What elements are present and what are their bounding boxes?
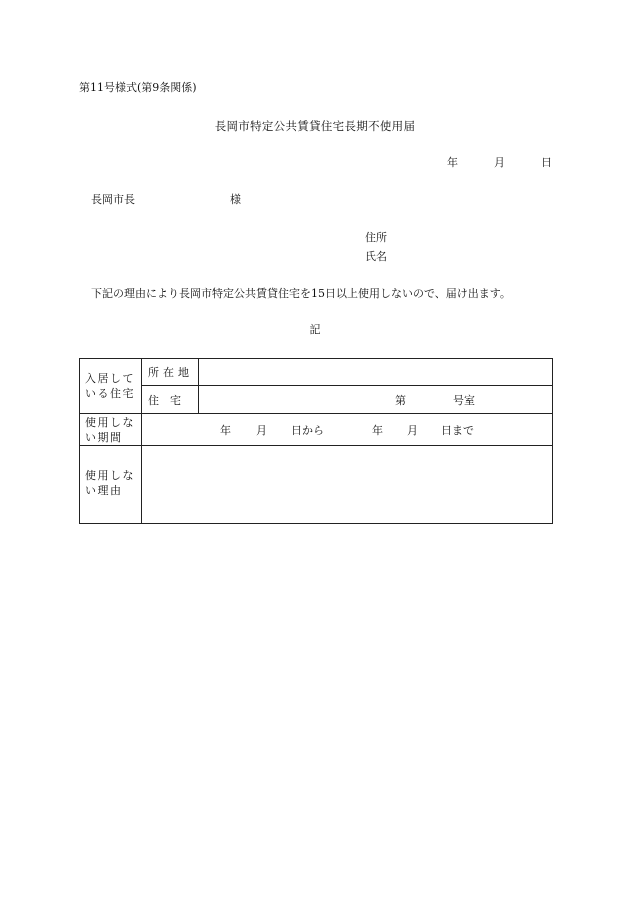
- period-until: 日まで: [441, 423, 474, 437]
- house-row: [80, 386, 553, 414]
- unused-reason-label: 使用しない理由: [85, 469, 135, 497]
- document-title: 長岡市特定公共賃貸住宅長期不使用届: [214, 119, 416, 133]
- date-month-label: 月: [494, 156, 505, 169]
- form-number: 第11号様式(第9条関係): [79, 81, 197, 94]
- resident-house-label: 入居している住宅: [85, 372, 135, 400]
- period-from: 日から: [291, 423, 324, 437]
- room-goshitsu-label: 号室: [453, 393, 475, 407]
- house-input-cell[interactable]: [199, 386, 553, 414]
- addressee-honorific: 様: [230, 193, 241, 206]
- reason-input-cell[interactable]: [142, 446, 553, 524]
- date-year-label: 年: [447, 156, 458, 169]
- location-row: [80, 359, 553, 386]
- period-input-cell[interactable]: [142, 414, 553, 446]
- notice-form-table: [79, 358, 553, 524]
- period-month-1: 月: [256, 423, 267, 437]
- unused-period-cell: [80, 414, 142, 446]
- location-label: 所在地: [142, 359, 199, 386]
- house-label: 住 宅: [142, 386, 199, 414]
- period-year-1: 年: [220, 423, 231, 437]
- applicant-address-label: 住所: [365, 231, 387, 244]
- location-input-cell[interactable]: [199, 359, 553, 386]
- reason-row: [80, 446, 553, 524]
- applicant-name-label: 氏名: [365, 250, 387, 263]
- period-row: [80, 414, 553, 446]
- period-month-2: 月: [407, 423, 418, 437]
- period-year-2: 年: [372, 423, 383, 437]
- room-dai-label: 第: [395, 393, 406, 407]
- unused-reason-cell: [80, 446, 142, 524]
- unused-period-label: 使用しない期間: [85, 415, 135, 444]
- addressee-name: 長岡市長: [91, 193, 135, 206]
- ki-heading: 記: [309, 323, 321, 336]
- notice-body-text: 下記の理由により長岡市特定公共賃貸住宅を15日以上使用しないので、届け出ます。: [91, 287, 511, 300]
- date-day-label: 日: [541, 156, 552, 169]
- resident-house-cell: [80, 359, 142, 414]
